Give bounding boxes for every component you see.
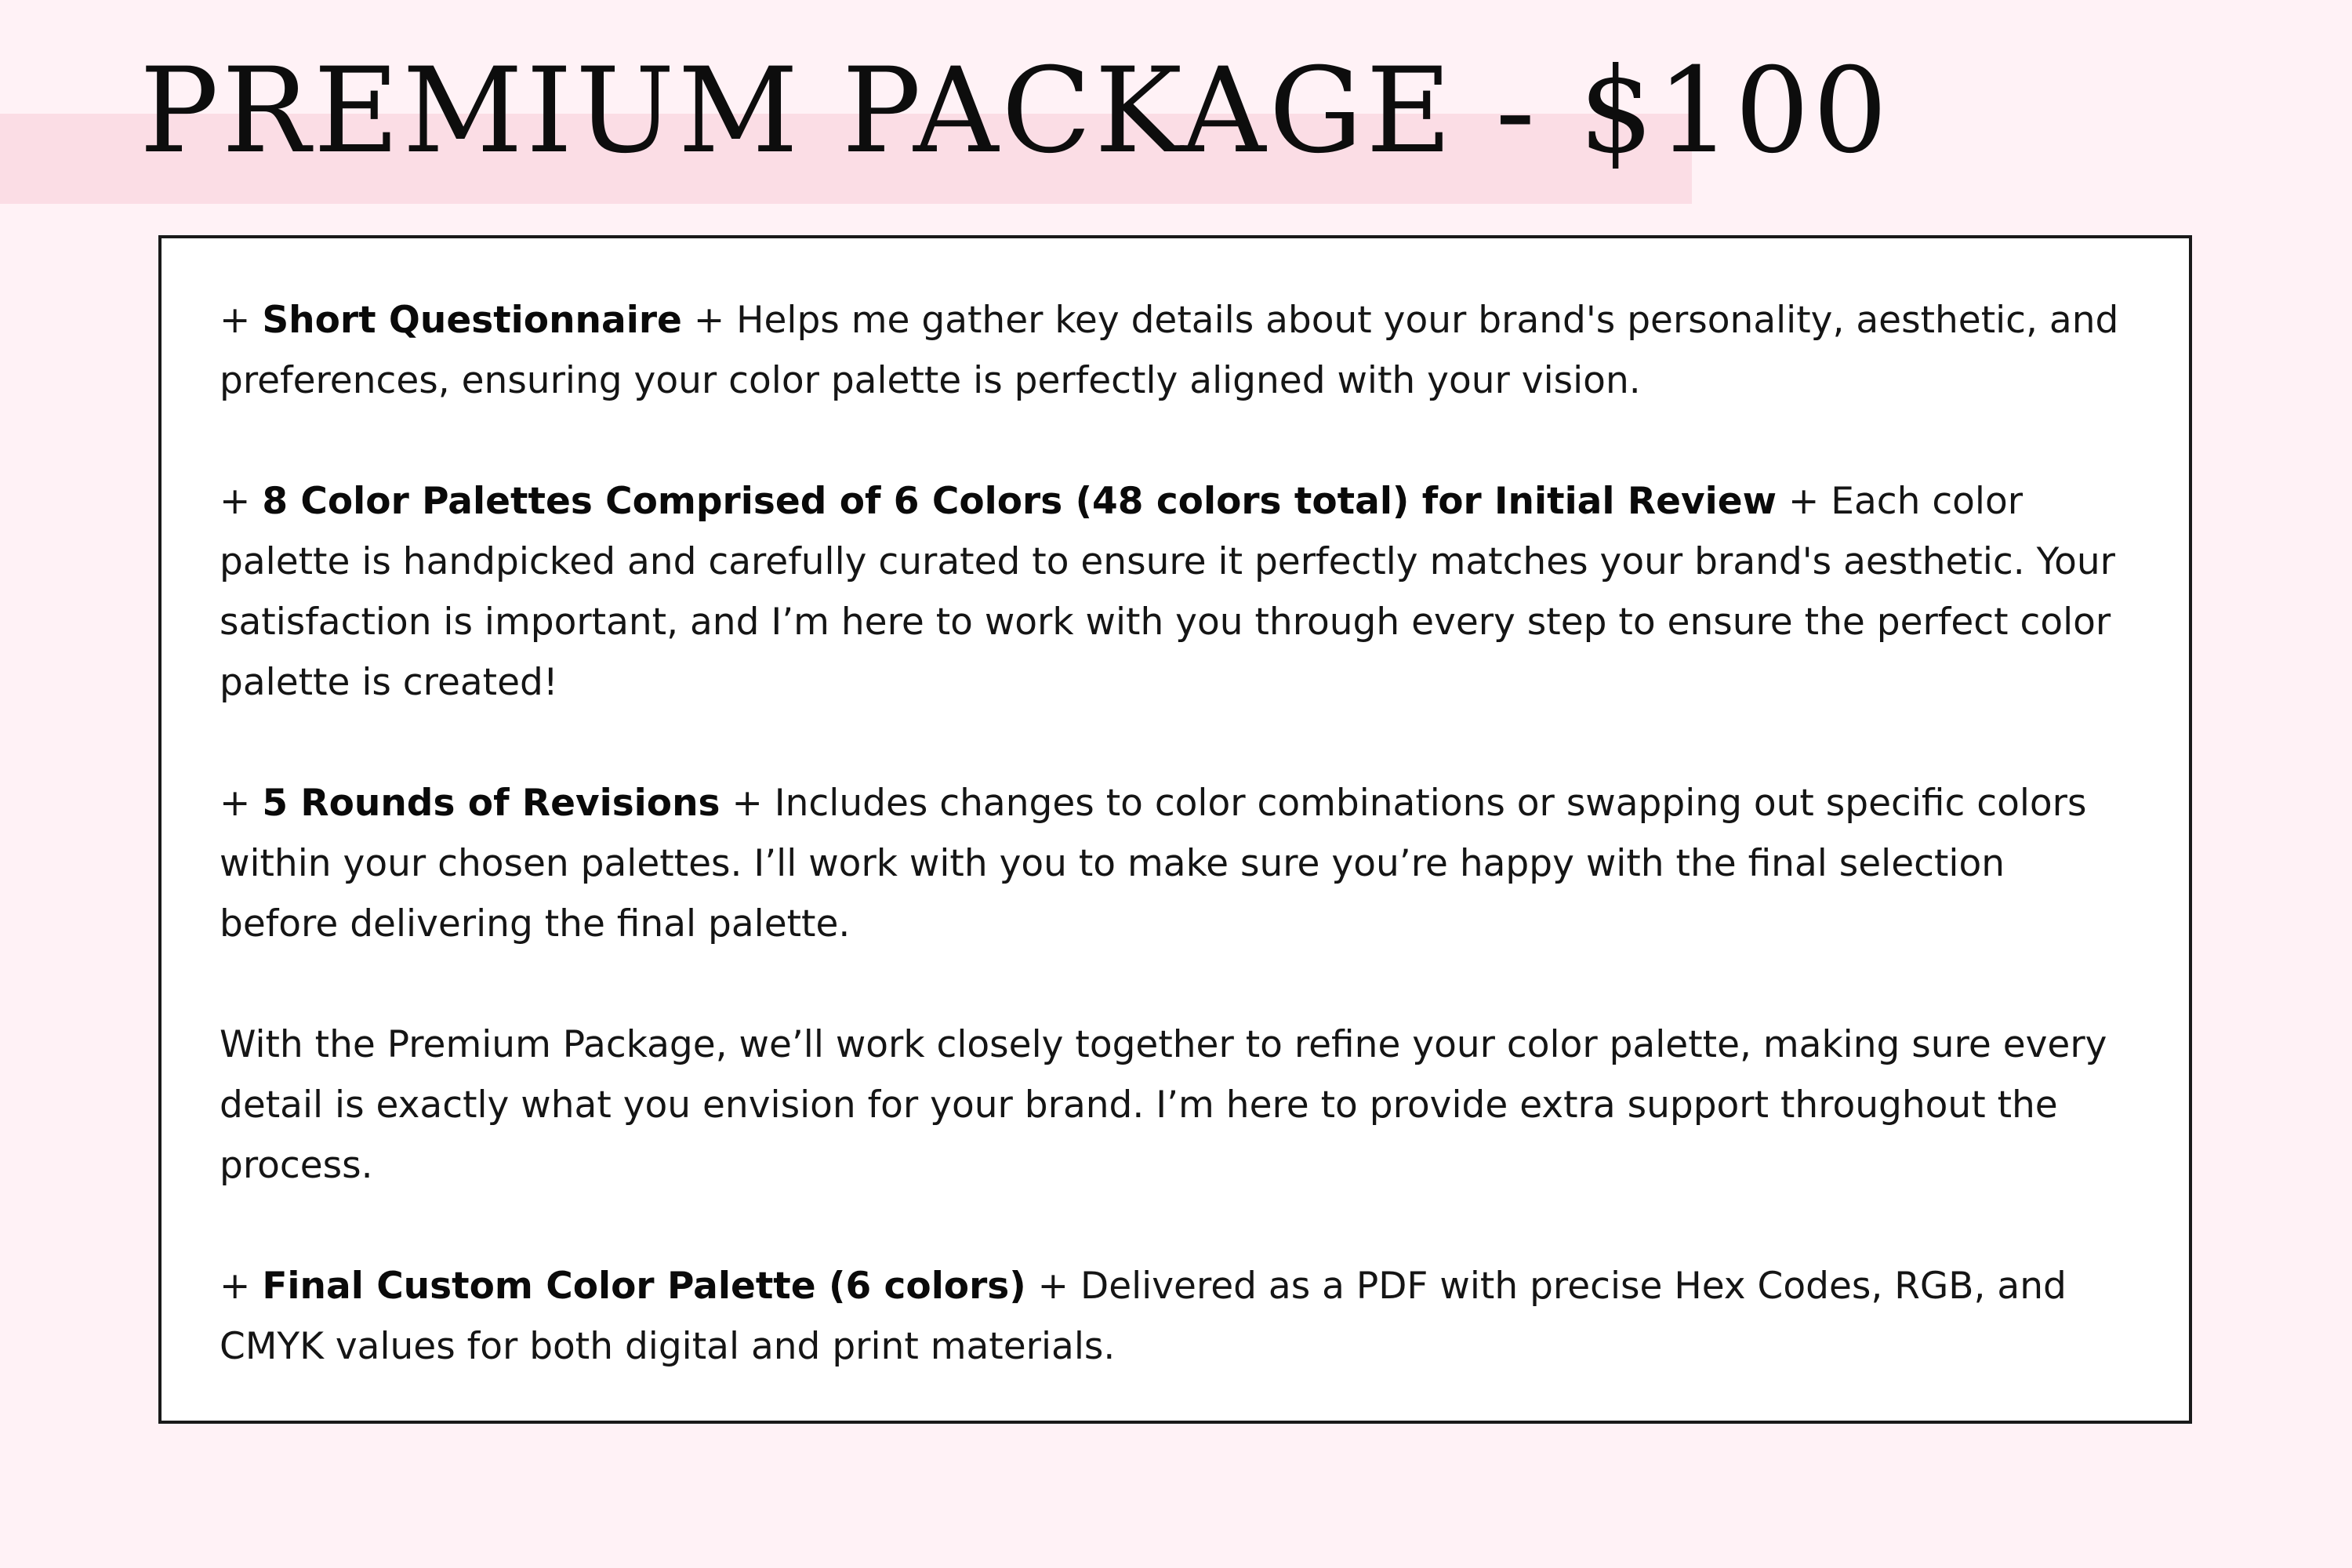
bullet-separator: +: [681, 299, 737, 342]
section-body: Each color palette is handpicked and carefully curated to ensure it perfectly matches your brand's aesthetic. Your satisfaction is important, and I’m here to work with you through every step to ensure the perfect color palette is created!: [220, 480, 2115, 704]
section-heading: 5 Rounds of Revisions: [262, 782, 720, 825]
bullet-separator: +: [720, 782, 775, 825]
package-details-box: [158, 235, 2192, 1424]
section-heading: 8 Color Palettes Comprised of 6 Colors (48 colors total) for Initial Review: [262, 480, 1777, 523]
section-revisions: [220, 773, 2129, 954]
section-premium-summary: [220, 1014, 2129, 1196]
section-short-questionnaire: [220, 290, 2129, 411]
bullet-prefix: +: [220, 299, 263, 342]
page-title: PREMIUM PACKAGE - $100: [140, 43, 1891, 180]
section-body: With the Premium Package, we’ll work closely together to refine your color palette, making sure every detail is exactly what you envision for your brand. I’m here to provide extra support throughout the process.: [220, 1023, 2107, 1187]
bullet-prefix: +: [220, 782, 263, 825]
section-initial-palettes: [220, 471, 2129, 713]
bullet-separator: +: [1025, 1265, 1080, 1308]
bullet-prefix: +: [220, 1265, 263, 1308]
bullet-separator: +: [1777, 480, 1831, 523]
section-body: Includes changes to color combinations or swapping out specific colors within your chosen palettes. I’ll work with you to make sure you’re happy with the final selection before delivering the final palette.: [220, 782, 2087, 946]
section-heading: Short Questionnaire: [262, 299, 682, 342]
section-body: Delivered as a PDF with precise Hex Codes, RGB, and CMYK values for both digital and print materials.: [220, 1265, 2067, 1368]
bullet-prefix: +: [220, 480, 263, 523]
section-heading: Final Custom Color Palette (6 colors): [262, 1265, 1026, 1308]
section-body: Helps me gather key details about your brand's personality, aesthetic, and preferences, ensuring your color palette is perfectly aligned with your vision.: [220, 299, 2119, 402]
section-final-palette: [220, 1256, 2129, 1377]
